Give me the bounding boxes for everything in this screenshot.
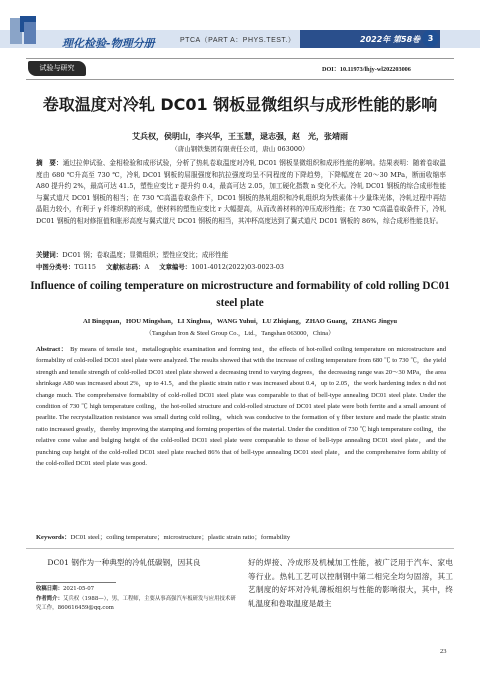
doi: DOI：10.11973/lhjy-wl202203006 xyxy=(322,66,411,73)
body-divider xyxy=(26,548,454,549)
keywords-en xyxy=(36,532,446,543)
header-rule-lower xyxy=(26,79,454,80)
received-date: 2021-05-07 xyxy=(62,586,95,592)
body-text-left: DC01 钢作为一种典型的冷轧低碳钢，因其良 xyxy=(47,558,201,567)
section-tag: 试验与研究 xyxy=(28,61,86,76)
keywords-cn xyxy=(36,250,446,261)
clc-value: TG115 xyxy=(74,263,96,271)
article-no-label: 文章编号： xyxy=(159,263,192,271)
abstract-en xyxy=(36,344,446,469)
journal-logo-icon xyxy=(6,14,40,48)
keywords-label-en: Keywords： xyxy=(36,534,71,541)
header-rule xyxy=(26,58,454,59)
journal-title: PTCA（PART A：PHYS.TEST.） xyxy=(180,37,296,44)
body-text-right: 好的焊接、冷成形及机械加工性能，被广泛用于汽车、家电等行业。热轧工艺可以控制钢中第二相完全均匀固溶，其工艺制度的好坏对冷轧薄板组织与性能的影响很大，其中，终轧温度和卷取温度是最主 xyxy=(248,558,453,608)
keywords-text-cn: DC01 钢；卷取温度；显微组织；塑性应变比；成形性能 xyxy=(62,251,229,259)
keywords-text-en: DC01 steel；coiling temperature；microstructure；plastic strain ratio；formability xyxy=(70,534,291,541)
footnote xyxy=(36,585,241,614)
abstract-text-cn: 通过拉伸试验、金相检验和成形试验，分析了热轧卷取温度对冷轧 DC01 钢板显微组织和成形性能的影响。结果表明：随着卷取温度由 680 ℃升高至 730 ℃，冷轧 DC01 钢板的屈服强度和抗拉强度均呈不同程度的下降趋势，下降幅度在 20～30 MPa，断面收缩率 A80 提升约 2%，最高可达 41.5，塑性应变比 r 提升约 0.4，最高可达 2.05，加工硬化指数 n 变化不大。冷轧 DC01 钢板的综合成形性能与翼式道尺 DC01 钢板的相当；在 730 ℃高温卷取条件下，DC01 钢板的热轧组织和冷轧组织均为铁素体＋少量珠光体，冷轧过程中再结晶阻力较小，有利于 γ 纤维织构的形成，使材料的塑性应变比 r 大幅提高，从而改善材料的冲压成形性能；在 730 ℃高温卷取条件下，冷轧 DC01 钢板的相对修抠值和胀形高度与翼式道尺 DC01 钢板的相当，其冲杯高度达到了翼式道尺 DC01 钢板的 86%，综合成形性能良好。 xyxy=(36,159,447,225)
article-title-cn: 卷取温度对冷轧 DC01 钢板显微组织与成形性能的影响 xyxy=(42,95,438,114)
affiliation-cn: （唐山钢铁集团有限责任公司，唐山 063000） xyxy=(171,145,309,153)
authors-en: AI Bingquan，HOU Mingshan，LI Xinghua，WANG Yuhui，LU Zhiqiang，ZHAO Guang，ZHANG Jingyu xyxy=(82,318,398,325)
abstract-cn xyxy=(36,158,446,228)
classification-row xyxy=(36,262,446,273)
abstract-label-cn: 摘 要： xyxy=(36,159,63,167)
article-title-en: Influence of coiling temperature on microstructure and formability of cold rolling DC01 steel plate xyxy=(30,280,450,309)
doc-code-label: 文献标志码： xyxy=(106,263,145,271)
clc-label: 中图分类号： xyxy=(36,263,75,271)
year-volume: 2022年 第58卷 xyxy=(360,35,421,44)
abstract-label-en: Abstract： xyxy=(36,346,68,353)
doc-code-value: A xyxy=(144,263,150,271)
footnote-rule xyxy=(36,582,116,583)
journal-name: 理化检验-物理分册 xyxy=(62,37,155,50)
issue-badge: 3 xyxy=(422,30,439,47)
authors-cn: 艾兵权，侯明山，李兴华，王玉慧，逯志强，赵 光，张靖雨 xyxy=(132,132,348,141)
affiliation-en: （Tangshan Iron & Steel Group Co.，Ltd.，Tangshan 063000，China） xyxy=(145,330,335,337)
received-label: 收稿日期： xyxy=(36,586,63,592)
abstract-text-en: By means of tensile test，metallographic examination and forming test，the effects of hot-rolled coiling temperature on microstructure and formability of cold-rolled DC01 steel plate were analyzed. The results showed that with the increase of coiling temperature from 680 ℃ to 730 ℃，the yield strength and tensile strength of cold-rolled DC01 steel plate showed a decreasing trend to varying degrees，the decreasing range was 20～30 MPa，the area shrinkage A80 was increased about 2%，up to 41.5，and the plastic strain ratio r was increased about 0.4，up to 2.05，the work hardening index n did not change much. The comprehensive formability of cold-rolled DC01 steel plate was comparable to that of bell-type annealing DC01 steel plate. Under the condition of 730 ℃ high temperature coiling，the hot-rolled structure and cold-rolled structure of DC01 steel plate were both ferrite and a small amount of pearlite. The recrystallization resistance was small during cold rolling，which was conducive to the formation of γ fiber texture and made the plastic strain ratio increased greatly，thereby improving the stamping and forming properties of the material. Under the condition of 730 ℃ high temperature coiling，the relative cone value and bulging height of the cold-rolled DC01 steel plate were comparable to those of bell-type annealing DC01 steel plate，and the punching cup height of the cold-rolled DC01 steel plate reached 86% that of bell-type annealing DC01 steel plate，and the comprehensive form ability of the cold-rolled DC01 steel plate was good. xyxy=(36,346,446,468)
author-bio-label: 作者简介： xyxy=(36,595,63,602)
author-bio: 艾兵权（1988—），男，工程师，主要从事高强汽车板研发与应用技术研究工作，860616459@qq.com xyxy=(36,595,236,612)
page-number: 23 xyxy=(440,648,447,655)
keywords-label-cn: 关键词： xyxy=(36,251,63,259)
article-no-value: 1001-4012(2022)03-0023-03 xyxy=(191,263,284,271)
